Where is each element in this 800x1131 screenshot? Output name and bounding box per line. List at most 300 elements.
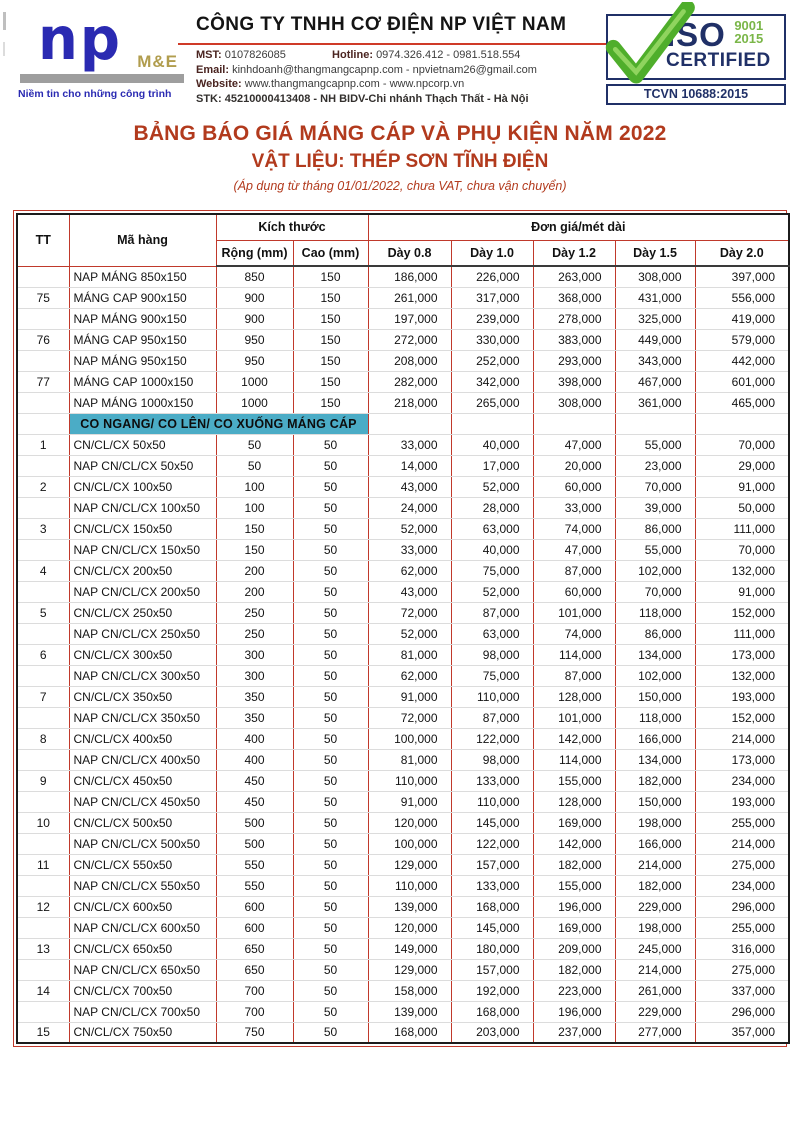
price-cell: 255,000 <box>695 917 789 938</box>
price-cell: 158,000 <box>368 980 451 1001</box>
table-row <box>17 392 789 413</box>
product-code-cell: NAP CN/CL/CX 650x50 <box>69 959 216 980</box>
price-cell: 47,000 <box>533 434 615 455</box>
tt-cell <box>17 350 69 371</box>
height-cell: 50 <box>293 644 368 665</box>
height-cell: 50 <box>293 602 368 623</box>
price-cell: 234,000 <box>695 875 789 896</box>
width-cell: 850 <box>216 266 293 287</box>
price-cell: 39,000 <box>615 497 695 518</box>
price-cell: 197,000 <box>368 308 451 329</box>
table-row <box>17 959 789 980</box>
height-cell: 50 <box>293 980 368 1001</box>
price-cell: 132,000 <box>695 560 789 581</box>
product-code-cell: NAP CN/CL/CX 450x50 <box>69 791 216 812</box>
iso-badge <box>606 12 786 106</box>
product-code-cell: NAP MÁNG 850x150 <box>69 266 216 287</box>
price-cell: 52,000 <box>451 581 533 602</box>
iso-version <box>734 19 763 45</box>
price-cell: 261,000 <box>615 980 695 1001</box>
price-cell: 72,000 <box>368 602 451 623</box>
tt-cell: 14 <box>17 980 69 1001</box>
price-cell: 168,000 <box>368 1022 451 1043</box>
price-cell <box>368 413 451 434</box>
height-cell: 50 <box>293 1022 368 1043</box>
tt-cell: 15 <box>17 1022 69 1043</box>
price-cell: 229,000 <box>615 896 695 917</box>
company-logo <box>16 5 188 104</box>
product-code-cell: NAP CN/CL/CX 250x50 <box>69 623 216 644</box>
price-cell: 277,000 <box>615 1022 695 1043</box>
price-cell: 81,000 <box>368 749 451 770</box>
iso-word: ISO <box>666 16 726 53</box>
price-cell: 70,000 <box>615 476 695 497</box>
price-cell: 122,000 <box>451 728 533 749</box>
price-cell: 252,000 <box>451 350 533 371</box>
price-cell: 263,000 <box>533 266 615 287</box>
product-code-cell: CN/CL/CX 50x50 <box>69 434 216 455</box>
height-cell: 50 <box>293 728 368 749</box>
price-cell: 155,000 <box>533 770 615 791</box>
price-cell: 330,000 <box>451 329 533 350</box>
height-cell: 50 <box>293 434 368 455</box>
price-cell: 193,000 <box>695 686 789 707</box>
company-details <box>196 48 598 106</box>
table-row <box>17 686 789 707</box>
price-cell: 275,000 <box>695 854 789 875</box>
col-header-day-10: Dày 1.0 <box>451 240 533 266</box>
price-cell: 342,000 <box>451 371 533 392</box>
height-cell: 50 <box>293 665 368 686</box>
price-cell: 265,000 <box>451 392 533 413</box>
price-cell: 50,000 <box>695 497 789 518</box>
price-cell: 173,000 <box>695 749 789 770</box>
logo-me-text: M&E <box>137 52 178 71</box>
price-cell: 601,000 <box>695 371 789 392</box>
price-cell: 296,000 <box>695 896 789 917</box>
iso-tcvn: TCVN 10688:2015 <box>606 84 786 105</box>
company-info <box>196 14 598 106</box>
price-cell: 120,000 <box>368 812 451 833</box>
price-cell: 293,000 <box>533 350 615 371</box>
price-cell: 214,000 <box>695 728 789 749</box>
tt-cell <box>17 413 69 434</box>
price-cell: 74,000 <box>533 518 615 539</box>
col-header-don-gia: Đơn giá/mét dài <box>368 214 789 240</box>
width-cell: 150 <box>216 518 293 539</box>
price-cell: 40,000 <box>451 539 533 560</box>
product-code-cell: CN/CL/CX 350x50 <box>69 686 216 707</box>
height-cell: 50 <box>293 581 368 602</box>
price-cell: 152,000 <box>695 602 789 623</box>
table-row <box>17 938 789 959</box>
company-line-email <box>196 63 598 78</box>
table-row <box>17 833 789 854</box>
width-cell: 300 <box>216 644 293 665</box>
tt-cell <box>17 497 69 518</box>
table-row <box>17 266 789 287</box>
price-cell: 55,000 <box>615 539 695 560</box>
table-row <box>17 434 789 455</box>
product-code-cell: NAP MÁNG 950x150 <box>69 350 216 371</box>
company-line-website <box>196 77 598 92</box>
price-cell: 70,000 <box>695 434 789 455</box>
price-cell: 145,000 <box>451 812 533 833</box>
table-row <box>17 329 789 350</box>
price-cell: 20,000 <box>533 455 615 476</box>
tt-cell <box>17 791 69 812</box>
height-cell: 50 <box>293 854 368 875</box>
product-code-cell: CN/CL/CX 100x50 <box>69 476 216 497</box>
product-code-cell: NAP CN/CL/CX 550x50 <box>69 875 216 896</box>
price-cell: 198,000 <box>615 812 695 833</box>
price-cell: 114,000 <box>533 644 615 665</box>
tt-cell: 13 <box>17 938 69 959</box>
table-row <box>17 1022 789 1043</box>
price-cell: 196,000 <box>533 1001 615 1022</box>
price-cell: 182,000 <box>615 875 695 896</box>
price-cell <box>533 413 615 434</box>
price-cell: 129,000 <box>368 959 451 980</box>
tt-cell <box>17 392 69 413</box>
table-row <box>17 917 789 938</box>
height-cell: 50 <box>293 1001 368 1022</box>
price-cell: 234,000 <box>695 770 789 791</box>
price-cell: 186,000 <box>368 266 451 287</box>
title-block <box>0 122 800 193</box>
price-cell: 182,000 <box>533 959 615 980</box>
product-code-cell: NAP CN/CL/CX 500x50 <box>69 833 216 854</box>
width-cell: 550 <box>216 875 293 896</box>
website-value: www.thangmangcapnp.com - www.npcorp.vn <box>244 78 465 90</box>
product-code-cell: CN/CL/CX 600x50 <box>69 896 216 917</box>
col-header-kich-thuoc: Kích thước <box>216 214 368 240</box>
width-cell: 200 <box>216 560 293 581</box>
height-cell: 150 <box>293 371 368 392</box>
price-cell: 40,000 <box>451 434 533 455</box>
price-cell: 110,000 <box>368 875 451 896</box>
product-code-cell: CN/CL/CX 400x50 <box>69 728 216 749</box>
width-cell: 100 <box>216 476 293 497</box>
title-note: (Áp dụng từ tháng 01/01/2022, chưa VAT, chưa vận chuyển) <box>233 179 567 193</box>
col-header-tt: TT <box>17 214 69 266</box>
price-cell: 139,000 <box>368 1001 451 1022</box>
price-cell: 278,000 <box>533 308 615 329</box>
width-cell: 650 <box>216 959 293 980</box>
price-cell: 316,000 <box>695 938 789 959</box>
price-cell: 465,000 <box>695 392 789 413</box>
height-cell: 50 <box>293 812 368 833</box>
price-cell: 70,000 <box>615 581 695 602</box>
price-cell: 87,000 <box>451 602 533 623</box>
price-cell: 75,000 <box>451 665 533 686</box>
table-row <box>17 707 789 728</box>
price-cell: 62,000 <box>368 560 451 581</box>
width-cell: 500 <box>216 833 293 854</box>
height-cell: 50 <box>293 875 368 896</box>
width-cell: 400 <box>216 749 293 770</box>
price-cell: 168,000 <box>451 896 533 917</box>
price-cell: 272,000 <box>368 329 451 350</box>
price-cell: 214,000 <box>615 959 695 980</box>
product-code-cell: MÁNG CAP 950x150 <box>69 329 216 350</box>
price-cell: 55,000 <box>615 434 695 455</box>
mst-value: 0107826085 <box>224 49 286 61</box>
tt-cell: 5 <box>17 602 69 623</box>
tt-cell: 6 <box>17 644 69 665</box>
price-cell: 101,000 <box>533 707 615 728</box>
price-cell: 133,000 <box>451 770 533 791</box>
iso-certified: CERTIFIED <box>666 50 771 71</box>
price-cell: 255,000 <box>695 812 789 833</box>
price-cell: 110,000 <box>451 686 533 707</box>
table-row <box>17 623 789 644</box>
col-header-day-08: Dày 0.8 <box>368 240 451 266</box>
price-cell: 223,000 <box>533 980 615 1001</box>
price-cell: 182,000 <box>533 854 615 875</box>
price-cell: 308,000 <box>533 392 615 413</box>
price-cell: 325,000 <box>615 308 695 329</box>
price-cell: 128,000 <box>533 686 615 707</box>
table-row <box>17 770 789 791</box>
price-cell: 63,000 <box>451 518 533 539</box>
price-cell: 149,000 <box>368 938 451 959</box>
website-label: Website: <box>196 78 242 90</box>
height-cell: 150 <box>293 266 368 287</box>
table-row <box>17 875 789 896</box>
price-cell: 173,000 <box>695 644 789 665</box>
email-label: Email: <box>196 63 230 76</box>
height-cell: 50 <box>293 686 368 707</box>
tt-cell <box>17 665 69 686</box>
price-cell: 128,000 <box>533 791 615 812</box>
price-cell: 275,000 <box>695 959 789 980</box>
table-row <box>17 497 789 518</box>
price-cell: 120,000 <box>368 917 451 938</box>
price-cell: 193,000 <box>695 791 789 812</box>
height-cell: 50 <box>293 749 368 770</box>
product-code-cell: NAP CN/CL/CX 300x50 <box>69 665 216 686</box>
width-cell: 1000 <box>216 392 293 413</box>
tt-cell: 7 <box>17 686 69 707</box>
price-cell: 556,000 <box>695 287 789 308</box>
price-cell <box>695 413 789 434</box>
price-cell: 70,000 <box>695 539 789 560</box>
price-cell: 296,000 <box>695 1001 789 1022</box>
price-cell: 52,000 <box>368 518 451 539</box>
price-cell: 431,000 <box>615 287 695 308</box>
price-cell: 118,000 <box>615 707 695 728</box>
price-cell: 43,000 <box>368 581 451 602</box>
table-row <box>17 476 789 497</box>
table-row <box>17 308 789 329</box>
price-cell: 152,000 <box>695 707 789 728</box>
price-cell: 129,000 <box>368 854 451 875</box>
table-row <box>17 644 789 665</box>
height-cell: 50 <box>293 938 368 959</box>
product-code-cell: CN/CL/CX 250x50 <box>69 602 216 623</box>
document-header <box>0 5 800 106</box>
price-cell: 110,000 <box>451 791 533 812</box>
width-cell: 650 <box>216 938 293 959</box>
price-cell: 98,000 <box>451 644 533 665</box>
product-code-cell: NAP CN/CL/CX 700x50 <box>69 1001 216 1022</box>
price-cell: 74,000 <box>533 623 615 644</box>
width-cell: 300 <box>216 665 293 686</box>
height-cell: 150 <box>293 308 368 329</box>
price-cell: 397,000 <box>695 266 789 287</box>
price-cell: 87,000 <box>533 665 615 686</box>
price-cell: 133,000 <box>451 875 533 896</box>
table-row <box>17 539 789 560</box>
price-cell: 166,000 <box>615 728 695 749</box>
price-cell: 91,000 <box>695 476 789 497</box>
height-cell: 50 <box>293 476 368 497</box>
price-cell: 14,000 <box>368 455 451 476</box>
table-row <box>17 749 789 770</box>
width-cell: 250 <box>216 623 293 644</box>
price-cell: 449,000 <box>615 329 695 350</box>
height-cell: 50 <box>293 455 368 476</box>
width-cell: 100 <box>216 497 293 518</box>
height-cell: 50 <box>293 518 368 539</box>
price-cell: 157,000 <box>451 854 533 875</box>
price-cell: 203,000 <box>451 1022 533 1043</box>
tt-cell <box>17 308 69 329</box>
hotline-label: Hotline: <box>332 49 373 61</box>
price-cell: 237,000 <box>533 1022 615 1043</box>
product-code-cell: CN/CL/CX 450x50 <box>69 770 216 791</box>
product-code-cell: NAP MÁNG 900x150 <box>69 308 216 329</box>
price-cell: 60,000 <box>533 581 615 602</box>
price-cell: 81,000 <box>368 644 451 665</box>
price-table-head <box>17 214 789 266</box>
iso-year: 2015 <box>734 31 764 46</box>
col-header-cao: Cao (mm) <box>293 240 368 266</box>
width-cell: 450 <box>216 770 293 791</box>
tt-cell: 1 <box>17 434 69 455</box>
width-cell: 550 <box>216 854 293 875</box>
width-cell: 600 <box>216 896 293 917</box>
price-cell: 208,000 <box>368 350 451 371</box>
price-cell: 226,000 <box>451 266 533 287</box>
product-code-cell: CN/CL/CX 500x50 <box>69 812 216 833</box>
product-code-cell: MÁNG CAP 1000x150 <box>69 371 216 392</box>
width-cell: 950 <box>216 350 293 371</box>
table-row <box>17 812 789 833</box>
table-row <box>17 455 789 476</box>
price-cell: 192,000 <box>451 980 533 1001</box>
col-header-day-12: Dày 1.2 <box>533 240 615 266</box>
tt-cell: 76 <box>17 329 69 350</box>
width-cell: 900 <box>216 308 293 329</box>
price-cell: 198,000 <box>615 917 695 938</box>
product-code-cell: NAP MÁNG 1000x150 <box>69 392 216 413</box>
logo-tagline: Niềm tin cho những công trình <box>18 88 172 100</box>
price-cell: 33,000 <box>368 539 451 560</box>
price-cell: 180,000 <box>451 938 533 959</box>
height-cell: 50 <box>293 770 368 791</box>
price-cell: 33,000 <box>533 497 615 518</box>
height-cell: 50 <box>293 497 368 518</box>
table-row <box>17 665 789 686</box>
price-cell: 91,000 <box>695 581 789 602</box>
col-header-rong: Rộng (mm) <box>216 240 293 266</box>
price-cell: 63,000 <box>451 623 533 644</box>
price-cell: 134,000 <box>615 749 695 770</box>
height-cell: 150 <box>293 392 368 413</box>
table-row <box>17 854 789 875</box>
page-title: BẢNG BÁO GIÁ MÁNG CÁP VÀ PHỤ KIỆN NĂM 2022 <box>133 122 667 145</box>
logo-bar <box>20 74 184 83</box>
table-row <box>17 581 789 602</box>
width-cell: 900 <box>216 287 293 308</box>
table-row <box>17 518 789 539</box>
width-cell: 700 <box>216 980 293 1001</box>
price-cell <box>615 413 695 434</box>
height-cell: 50 <box>293 539 368 560</box>
height-cell: 50 <box>293 833 368 854</box>
company-line-mst <box>196 48 598 63</box>
product-code-cell: NAP CN/CL/CX 350x50 <box>69 707 216 728</box>
price-cell: 419,000 <box>695 308 789 329</box>
width-cell: 350 <box>216 707 293 728</box>
price-cell <box>451 413 533 434</box>
product-code-cell: CN/CL/CX 650x50 <box>69 938 216 959</box>
section-row <box>17 413 789 434</box>
tt-cell: 2 <box>17 476 69 497</box>
product-code-cell: CN/CL/CX 300x50 <box>69 644 216 665</box>
price-cell: 368,000 <box>533 287 615 308</box>
product-code-cell: NAP CN/CL/CX 50x50 <box>69 455 216 476</box>
table-row <box>17 350 789 371</box>
scan-artifact <box>3 42 5 56</box>
tt-cell: 3 <box>17 518 69 539</box>
height-cell: 50 <box>293 791 368 812</box>
height-cell: 50 <box>293 917 368 938</box>
price-cell: 132,000 <box>695 665 789 686</box>
product-code-cell: MÁNG CAP 900x150 <box>69 287 216 308</box>
price-cell: 111,000 <box>695 518 789 539</box>
tt-cell <box>17 623 69 644</box>
price-cell: 218,000 <box>368 392 451 413</box>
price-cell: 196,000 <box>533 896 615 917</box>
height-cell: 50 <box>293 560 368 581</box>
price-cell: 91,000 <box>368 686 451 707</box>
price-cell: 169,000 <box>533 917 615 938</box>
price-cell: 110,000 <box>368 770 451 791</box>
table-row <box>17 602 789 623</box>
tt-cell: 9 <box>17 770 69 791</box>
tt-cell <box>17 875 69 896</box>
price-cell: 343,000 <box>615 350 695 371</box>
price-cell: 209,000 <box>533 938 615 959</box>
company-line-stk: STK: 45210000413408 - NH BIDV-Chi nhánh Thạch Thất - Hà Nội <box>196 92 529 105</box>
price-cell: 150,000 <box>615 791 695 812</box>
tt-cell <box>17 455 69 476</box>
width-cell: 50 <box>216 455 293 476</box>
width-cell: 700 <box>216 1001 293 1022</box>
width-cell: 150 <box>216 539 293 560</box>
price-cell: 337,000 <box>695 980 789 1001</box>
table-row <box>17 728 789 749</box>
price-cell: 75,000 <box>451 560 533 581</box>
hotline-value: 0974.326.412 - 0981.518.554 <box>376 49 521 61</box>
logo-np-text: np <box>38 5 122 74</box>
price-cell: 142,000 <box>533 728 615 749</box>
price-cell: 72,000 <box>368 707 451 728</box>
tt-cell <box>17 917 69 938</box>
